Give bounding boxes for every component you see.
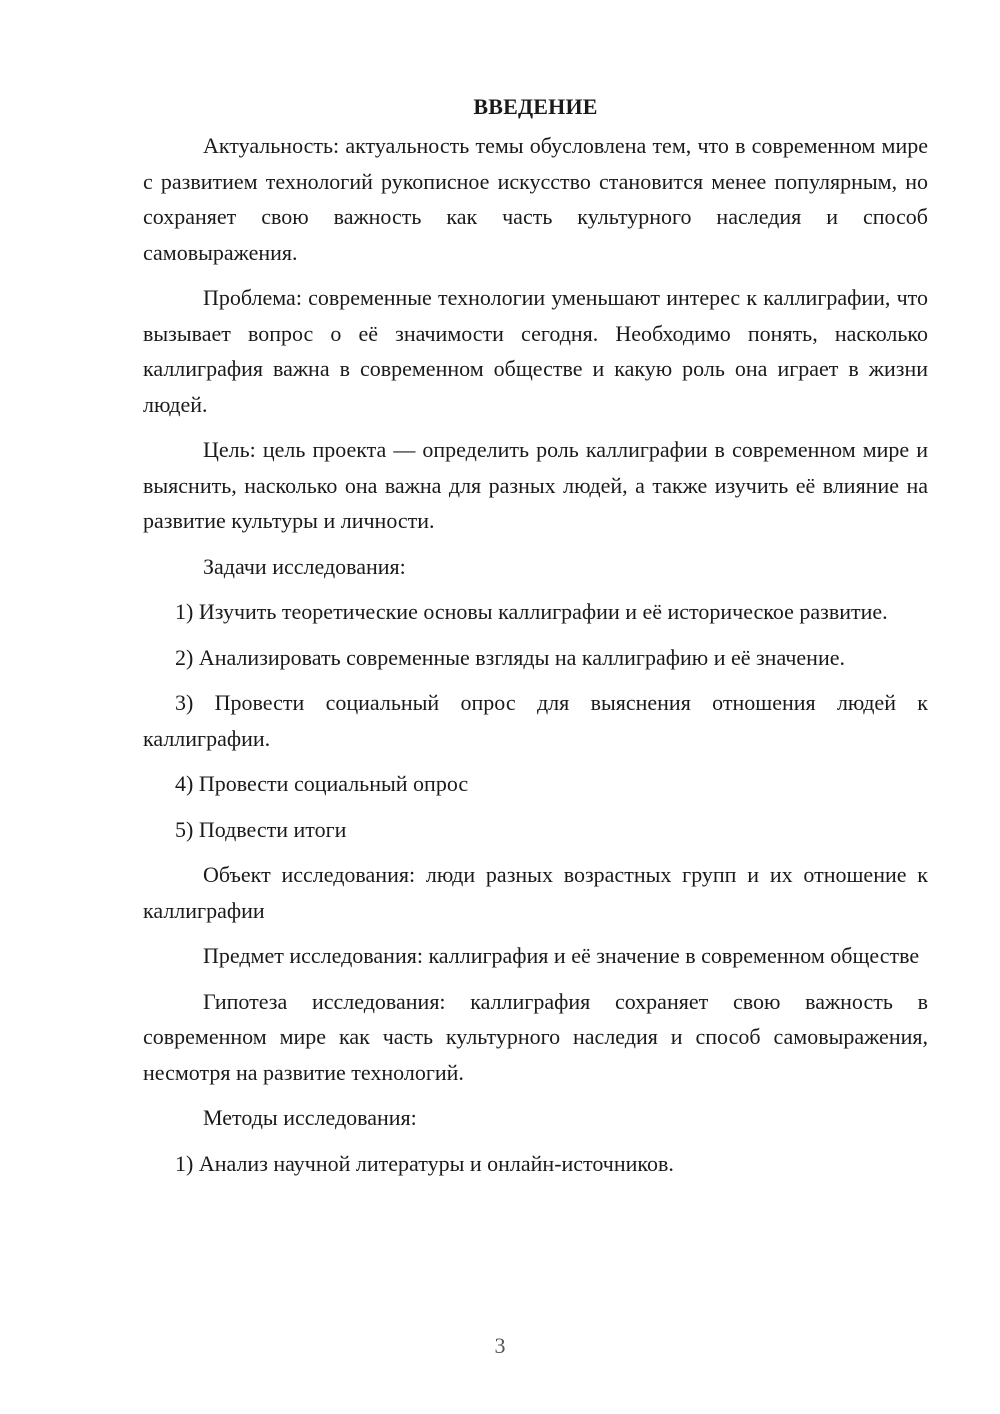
task-item-2: 2) Анализировать современные взгляды на каллиграфию и её значение.: [175, 644, 845, 670]
task-item-1: 1) Изучить теоретические основы каллиграфии и её историческое развитие.: [175, 599, 888, 624]
section-heading: ВВЕДЕНИЕ: [473, 94, 598, 119]
tasks-heading: Задачи исследования:: [203, 553, 406, 579]
problem-paragraph: Проблема: современные технологии уменьшают интерес к каллиграфии, что вызывает вопрос о её значимости сегодня. Необходимо понять, насколько каллиграфия важна в современном обществе и какую роль она играет в жизни людей.: [143, 285, 928, 417]
document-page: [143, 92, 928, 1191]
page-number: 3: [494, 1333, 506, 1358]
task-item-3: 3) Провести социальный опрос для выяснения отношения людей к каллиграфии.: [143, 690, 928, 751]
methods-heading: Методы исследования:: [203, 1105, 417, 1130]
relevance-paragraph: Актуальность: актуальность темы обусловлена тем, что в современном мире с развитием технологий рукописное искусство становится менее популярным, но сохраняет свою важность как часть культурного наследия и способ самовыражения.: [143, 133, 928, 265]
research-object-paragraph: Объект исследования: люди разных возрастных групп и их отношение к каллиграфии: [143, 862, 928, 923]
research-subject-paragraph: Предмет исследования: каллиграфия и её значение в современном обществе: [203, 943, 920, 968]
goal-paragraph: Цель: цель проекта — определить роль каллиграфии в современном мире и выяснить, насколько она важна для разных людей, а также изучить её влияние на развитие культуры и личности.: [143, 437, 928, 533]
task-item-5: 5) Подвести итоги: [175, 816, 347, 842]
task-item-4: 4) Провести социальный опрос: [175, 771, 469, 796]
hypothesis-paragraph: Гипотеза исследования: каллиграфия сохраняет свою важность в современном мире как часть культурного наследия и способ самовыражения, несмотря на развитие технологий.: [143, 988, 928, 1085]
method-item-1: 1) Анализ научной литературы и онлайн-источников.: [175, 1150, 674, 1176]
